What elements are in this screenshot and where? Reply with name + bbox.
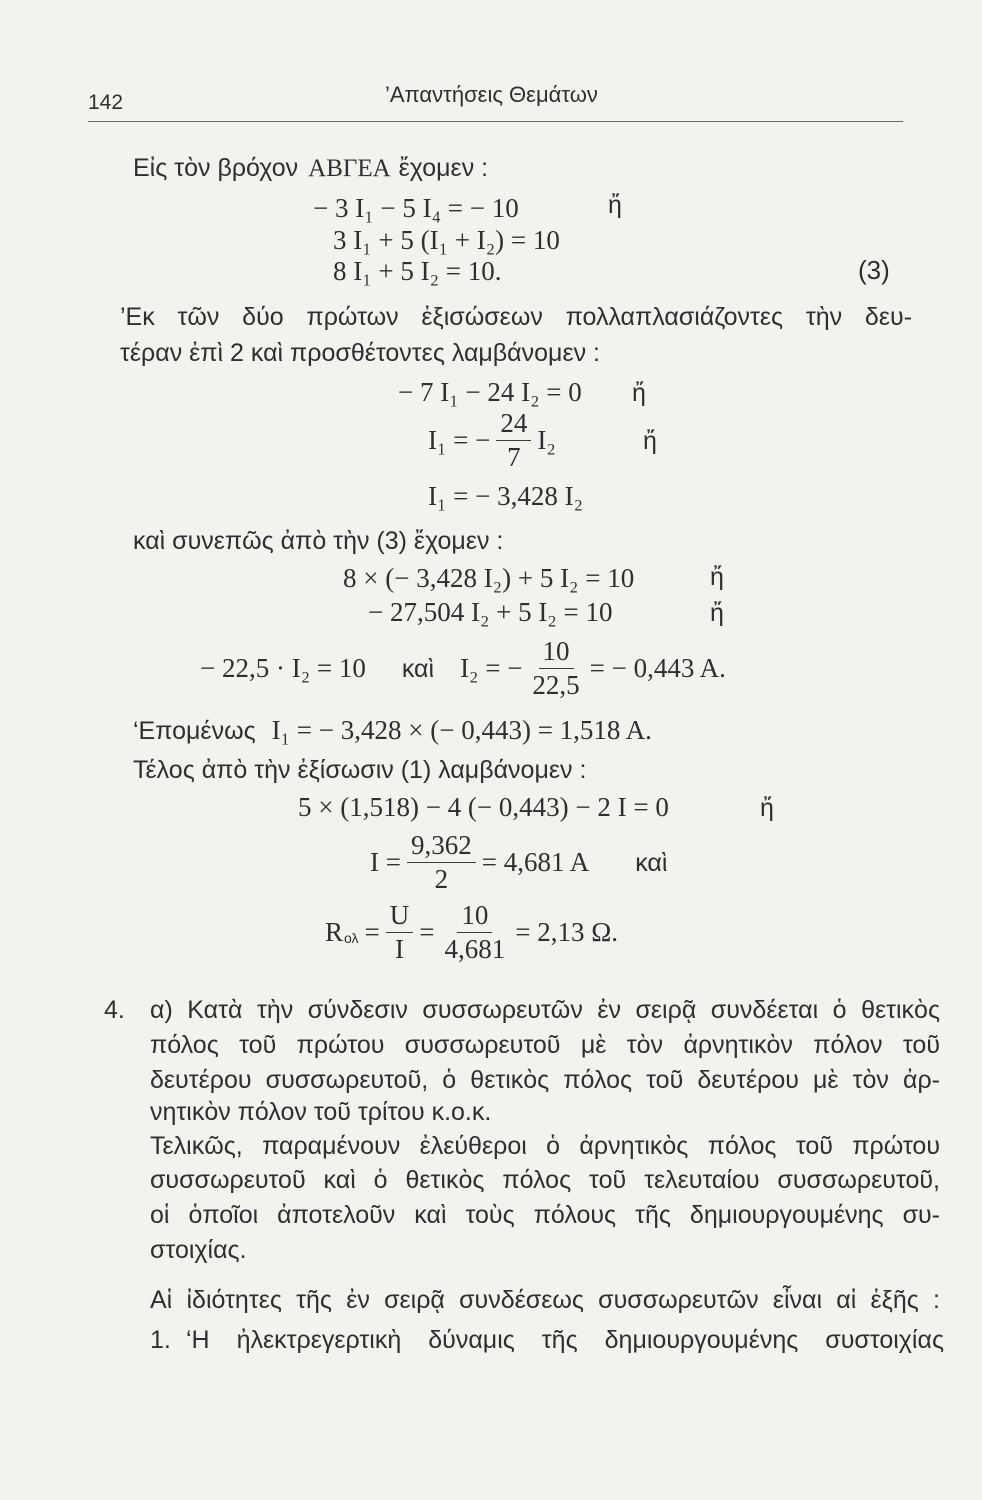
paragraph-line: οἱ ὁποῖοι ἀποτελοῦν καὶ τοὺς πόλους τῆς δημιουργουμένης συ-	[150, 1201, 940, 1229]
paragraph-line: νητικὸν πόλον τοῦ τρίτου κ.ο.κ.	[150, 1098, 492, 1126]
header-rule	[88, 121, 903, 122]
current-i1-line	[133, 714, 652, 746]
equation-final-c	[325, 900, 618, 965]
fraction-numerator: U	[386, 900, 414, 933]
equals-sign: =	[364, 917, 380, 948]
equation-elim-c: I₁ = − 3,428 I₂	[428, 481, 584, 511]
paragraph-line: δευτέρου συσσωρευτοῦ, ὁ θετικὸς πόλος τοῦ δευτέρου μὲ τὸν ἀρ-	[150, 1066, 940, 1094]
fraction-u-over-i	[386, 900, 414, 965]
section-number: 4.	[104, 996, 125, 1024]
equation-final-b-lhs: I =	[370, 847, 401, 878]
or-word: ἤ	[643, 427, 657, 455]
fraction-denominator: 2	[434, 864, 449, 895]
or-word: ἤ	[710, 563, 724, 591]
properties-intro: Αἱ ἰδιότητες τῆς ἐν σειρᾷ συνδέσεως συσσωρευτῶν εἶναι αἱ ἑξῆς :	[150, 1286, 940, 1314]
or-word: ἤ	[632, 379, 646, 407]
and-word: καὶ	[635, 848, 668, 877]
loop-name: ΑΒΓΕΑ	[308, 155, 391, 182]
current-i1-equation: I₁ = − 3,428 × (− 0,443) = 1,518 A.	[271, 715, 652, 745]
equation-final-a: 5 × (1,518) − 4 (− 0,443) − 2 I = 0	[298, 792, 669, 822]
and-word: καὶ	[401, 654, 435, 683]
fraction-24-over-7	[496, 408, 531, 473]
equation-subst-d-rhs: = − 0,443 A.	[589, 653, 726, 684]
loop-intro-before: Εἰς τὸν βρόχον	[133, 154, 299, 182]
loop-intro	[133, 153, 488, 184]
equation-subst-b: − 27,504 I₂ + 5 I₂ = 10	[368, 597, 613, 627]
paragraph-line: στοιχίας.	[150, 1236, 247, 1264]
equation-final-b	[370, 830, 667, 895]
equation-elim-b-rhs: I₂	[537, 425, 556, 456]
fraction-denominator: 7	[507, 442, 521, 473]
or-word: ἤ	[710, 599, 724, 627]
list-item-text: ‘Η ἠλεκτρεγερτικὴ δύναμις τῆς δημιουργουμένης συστοιχίας	[186, 1326, 944, 1354]
equation-elim-a: − 7 I₁ − 24 I₂ = 0	[398, 377, 582, 407]
fraction-numerator: 9,362	[407, 830, 476, 863]
or-word: ἤ	[608, 191, 622, 219]
fraction-9362-over-2	[407, 830, 476, 895]
list-item-number: 1.	[150, 1326, 171, 1354]
resistance-subscript: ολ	[344, 930, 359, 947]
substitution-intro: καὶ συνεπῶς ἀπὸ τὴν (3) ἔχομεν :	[133, 527, 504, 555]
equation-elim-b-lhs: I₁ = −	[428, 425, 491, 456]
running-title: ’Απαντήσεις Θεμάτων	[385, 82, 598, 107]
equation-final-b-rhs: = 4,681 A	[481, 847, 590, 878]
loop-intro-after: ἔχομεν :	[398, 154, 489, 182]
equation-loop-2: 3 I₁ + 5 (I₁ + I₂) = 10	[333, 225, 560, 255]
equation-loop-3: 8 I₁ + 5 I₂ = 10.	[333, 256, 502, 286]
final-intro: Τέλος ἀπὸ τὴν ἐξίσωσιν (1) λαμβάνομεν :	[133, 756, 587, 784]
equation-elim-b	[428, 408, 556, 473]
elimination-line-1: ’Εκ τῶν δύο πρώτων ἐξισώσεων πολλαπλασιάζοντες τὴν δευ-	[120, 303, 912, 331]
fraction-denominator: I	[395, 934, 405, 965]
paragraph-line: συσσωρευτοῦ καὶ ὁ θετικὸς πόλος τοῦ τελευταίου συσσωρευτοῦ,	[150, 1166, 940, 1194]
equation-subst-c-d	[200, 636, 726, 701]
current-i1-label: ‘Επομένως	[133, 717, 256, 745]
paragraph-line: α) Κατὰ τὴν σύνδεσιν συσσωρευτῶν ἐν σειρᾷ συνδέεται ὁ θετικὸς	[150, 996, 940, 1024]
fraction-10-over-22-5	[528, 636, 583, 701]
fraction-denominator: 22,5	[532, 670, 580, 701]
fraction-numerator: 10	[457, 900, 492, 933]
or-word: ἤ	[760, 794, 774, 822]
equation-loop-1: − 3 I₁ − 5 I₄ = − 10	[313, 193, 519, 223]
equation-subst-a: 8 × (− 3,428 I₂) + 5 I₂ = 10	[343, 563, 635, 593]
equation-subst-c: − 22,5 · I₂ = 10	[200, 653, 366, 684]
equals-sign: =	[419, 917, 435, 948]
equation-label-3: (3)	[858, 255, 890, 285]
paragraph-line: Τελικῶς, παραμένουν ἐλεύθεροι ὁ ἀρνητικὸς πόλος τοῦ πρώτου	[150, 1132, 940, 1160]
paragraph-line: πόλος τοῦ πρώτου συσσωρευτοῦ μὲ τὸν ἀρνητικὸν πόλον τοῦ	[150, 1031, 940, 1059]
fraction-numerator: 10	[539, 636, 574, 669]
fraction-numerator: 24	[496, 408, 531, 441]
fraction-10-over-4681	[441, 900, 510, 965]
elimination-line-2: τέραν ἐπὶ 2 καὶ προσθέτοντες λαμβάνομεν :	[120, 339, 600, 367]
fraction-denominator: 4,681	[444, 934, 506, 965]
equation-subst-d-lhs: I₂ = −	[460, 653, 523, 684]
resistance-symbol: R	[325, 917, 344, 948]
page-number: 142	[88, 91, 124, 114]
equation-final-c-rhs: = 2,13 Ω.	[515, 917, 619, 948]
